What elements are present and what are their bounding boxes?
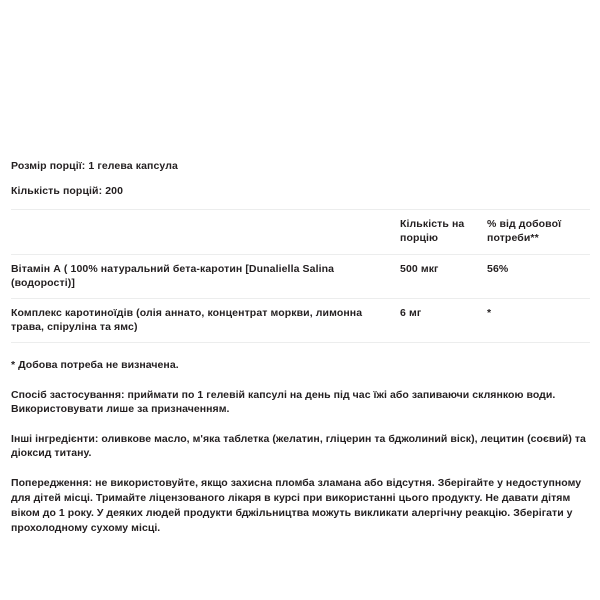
header-cell-name (11, 210, 400, 254)
row-nutrient-name: Комплекс каротиноїдів (олія аннато, концентрат моркви, лимонна трава, спіруліна та ямс) (11, 307, 363, 333)
header-cell-percent-daily-value: % від добової потреби** (487, 218, 562, 244)
header-cell-amount-per-serving: Кількість на порцію (400, 218, 465, 244)
row-daily-value: * (487, 307, 492, 319)
directions-text: Спосіб застосування: приймати по 1 гелевій капсулі на день під час їжі або запиваючи склянкою води. Використовувати лише за призначенням. (11, 388, 565, 415)
table-row (11, 299, 590, 342)
table-rule-bottom (11, 342, 590, 343)
other-ingredients-text: Інші інгредієнти: оливкове масло, м'яка таблетка (желатин, гліцерин та бджолиний віск), лецитин (соєвий) та діоксид титану. (11, 432, 586, 459)
serving-size-line: Розмір порції: 1 гелева капсула (11, 160, 178, 172)
row-amount: 6 мг (400, 307, 422, 319)
supplement-facts-table (11, 209, 590, 343)
servings-per-container-line: Кількість порцій: 200 (11, 185, 124, 197)
warning-text: Попередження: не використовуйте, якщо захисна пломба зламана або відсутня. Зберігайте у недоступному для дітей місці. Тримайте ліцензованого лікаря в курсі при використанні цього продукту. Не давати дітям віком до 1 року. У деяких людей продукти бджільництва можуть викликати алергічну реакцію. Зберігати у прохолодному сухому місці. (11, 476, 582, 534)
table-row (11, 255, 590, 298)
row-daily-value: 56% (487, 263, 509, 275)
table-header-row (11, 210, 590, 254)
daily-value-footnote: * Добова потреба не визначена. (11, 359, 179, 371)
row-nutrient-name: Вітамін А ( 100% натуральний бета-каротин [Dunaliella Salina (водорості)] (11, 263, 335, 289)
divider (11, 342, 590, 343)
panel-content (11, 160, 591, 536)
row-amount: 500 мкг (400, 263, 439, 275)
